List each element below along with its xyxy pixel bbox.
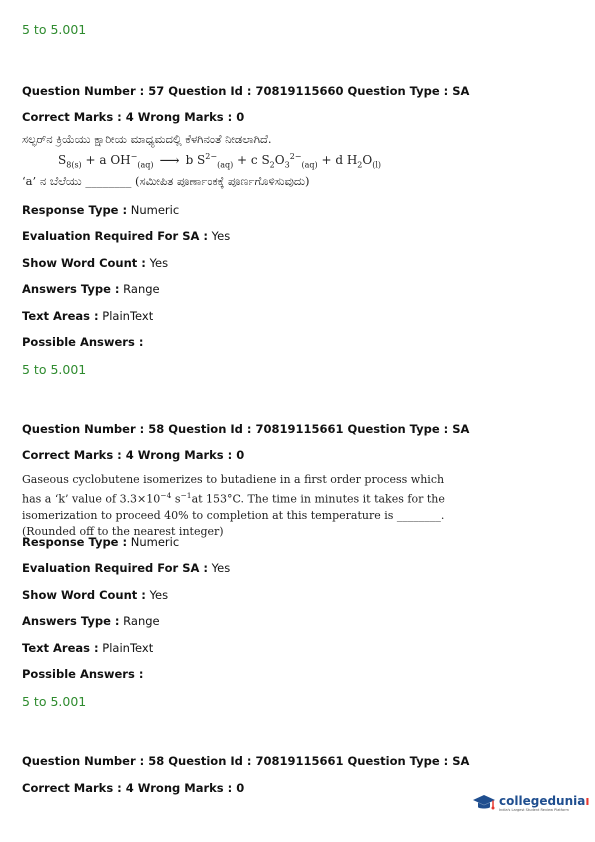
- response-type-field: Response Type : Numeric: [22, 203, 180, 217]
- equation-reactants: $S_{8(s)} + a$ $OH^-_{(aq)}$: [58, 152, 154, 170]
- marks-line: Correct Marks : 4 Wrong Marks : 0: [22, 448, 245, 462]
- equation-products: b $S^{2-}_{(aq)} + c$ $S_2O_3^{2-}_{(aq)} + d$ $H_2O_{(l)}$: [185, 152, 382, 170]
- question-header: Question Number : 58 Question Id : 70819115661 Question Type : SA: [22, 422, 470, 436]
- text-areas-field: Text Areas : PlainText: [22, 641, 154, 655]
- show-word-count-field: Show Word Count : Yes: [22, 256, 169, 270]
- question-header: Question Number : 58 Question Id : 70819115661 Question Type : SA: [22, 754, 470, 768]
- collegedunia-logo: [472, 792, 589, 816]
- possible-answers-field: Possible Answers :: [22, 667, 144, 681]
- evaluation-required-field: Evaluation Required For SA : Yes: [22, 561, 231, 575]
- show-word-count-field: Show Word Count : Yes: [22, 588, 169, 602]
- answer-value: 5 to 5.001: [22, 694, 87, 709]
- possible-answers-field: Possible Answers :: [22, 335, 144, 349]
- logo-dot-icon: ı: [585, 794, 590, 808]
- question-text-line: ಸಲ್ಫರ್‌ನ ಕ್ರಿಯೆಯು ಕ್ಷಾರೀಯ ಮಾಧ್ಯಮದಲ್ಲಿ ಕೆಳಗಿನಂತೆ ನೀಡಲಾಗಿದೆ.: [22, 132, 272, 146]
- logo-name: collegedunia: [499, 794, 586, 808]
- reaction-arrow-icon: ⟶: [159, 152, 180, 169]
- marks-line: Correct Marks : 4 Wrong Marks : 0: [22, 781, 245, 795]
- question-paragraph: Gaseous cyclobutene isomerizes to butadiene in a first order process which has a ‘k’ value of $3.3\times 10^{-4}$ $s^{-1}at$ 153°C. The time in minutes it takes for the isomerization to proceed 40% to completion at this temperature is ________. (Rounded off to the nearest integer): [22, 473, 445, 538]
- question-text-line: ‘a’ ನ ಬೆಲೆಯು ________ (ಸಮೀಪಿತ ಪೂರ್ಣಾಂಕಕ್ಕೆ ಪೂರ್ಣಗೊಳಿಸುವುದು): [22, 174, 310, 188]
- question-header: Question Number : 57 Question Id : 70819115660 Question Type : SA: [22, 84, 470, 98]
- evaluation-required-field: Evaluation Required For SA : Yes: [22, 229, 231, 243]
- answers-type-field: Answers Type : Range: [22, 282, 160, 296]
- answer-value: 5 to 5.001: [22, 362, 87, 377]
- answers-type-field: Answers Type : Range: [22, 614, 160, 628]
- graduation-cap-icon: [472, 792, 496, 816]
- response-type-field: Response Type : Numeric: [22, 535, 180, 549]
- text-areas-field: Text Areas : PlainText: [22, 309, 154, 323]
- chemical-equation: [58, 152, 381, 169]
- marks-line: Correct Marks : 4 Wrong Marks : 0: [22, 110, 245, 124]
- logo-tagline: India's Largest Student Review Platform: [499, 808, 569, 812]
- answer-value: 5 to 5.001: [22, 22, 87, 37]
